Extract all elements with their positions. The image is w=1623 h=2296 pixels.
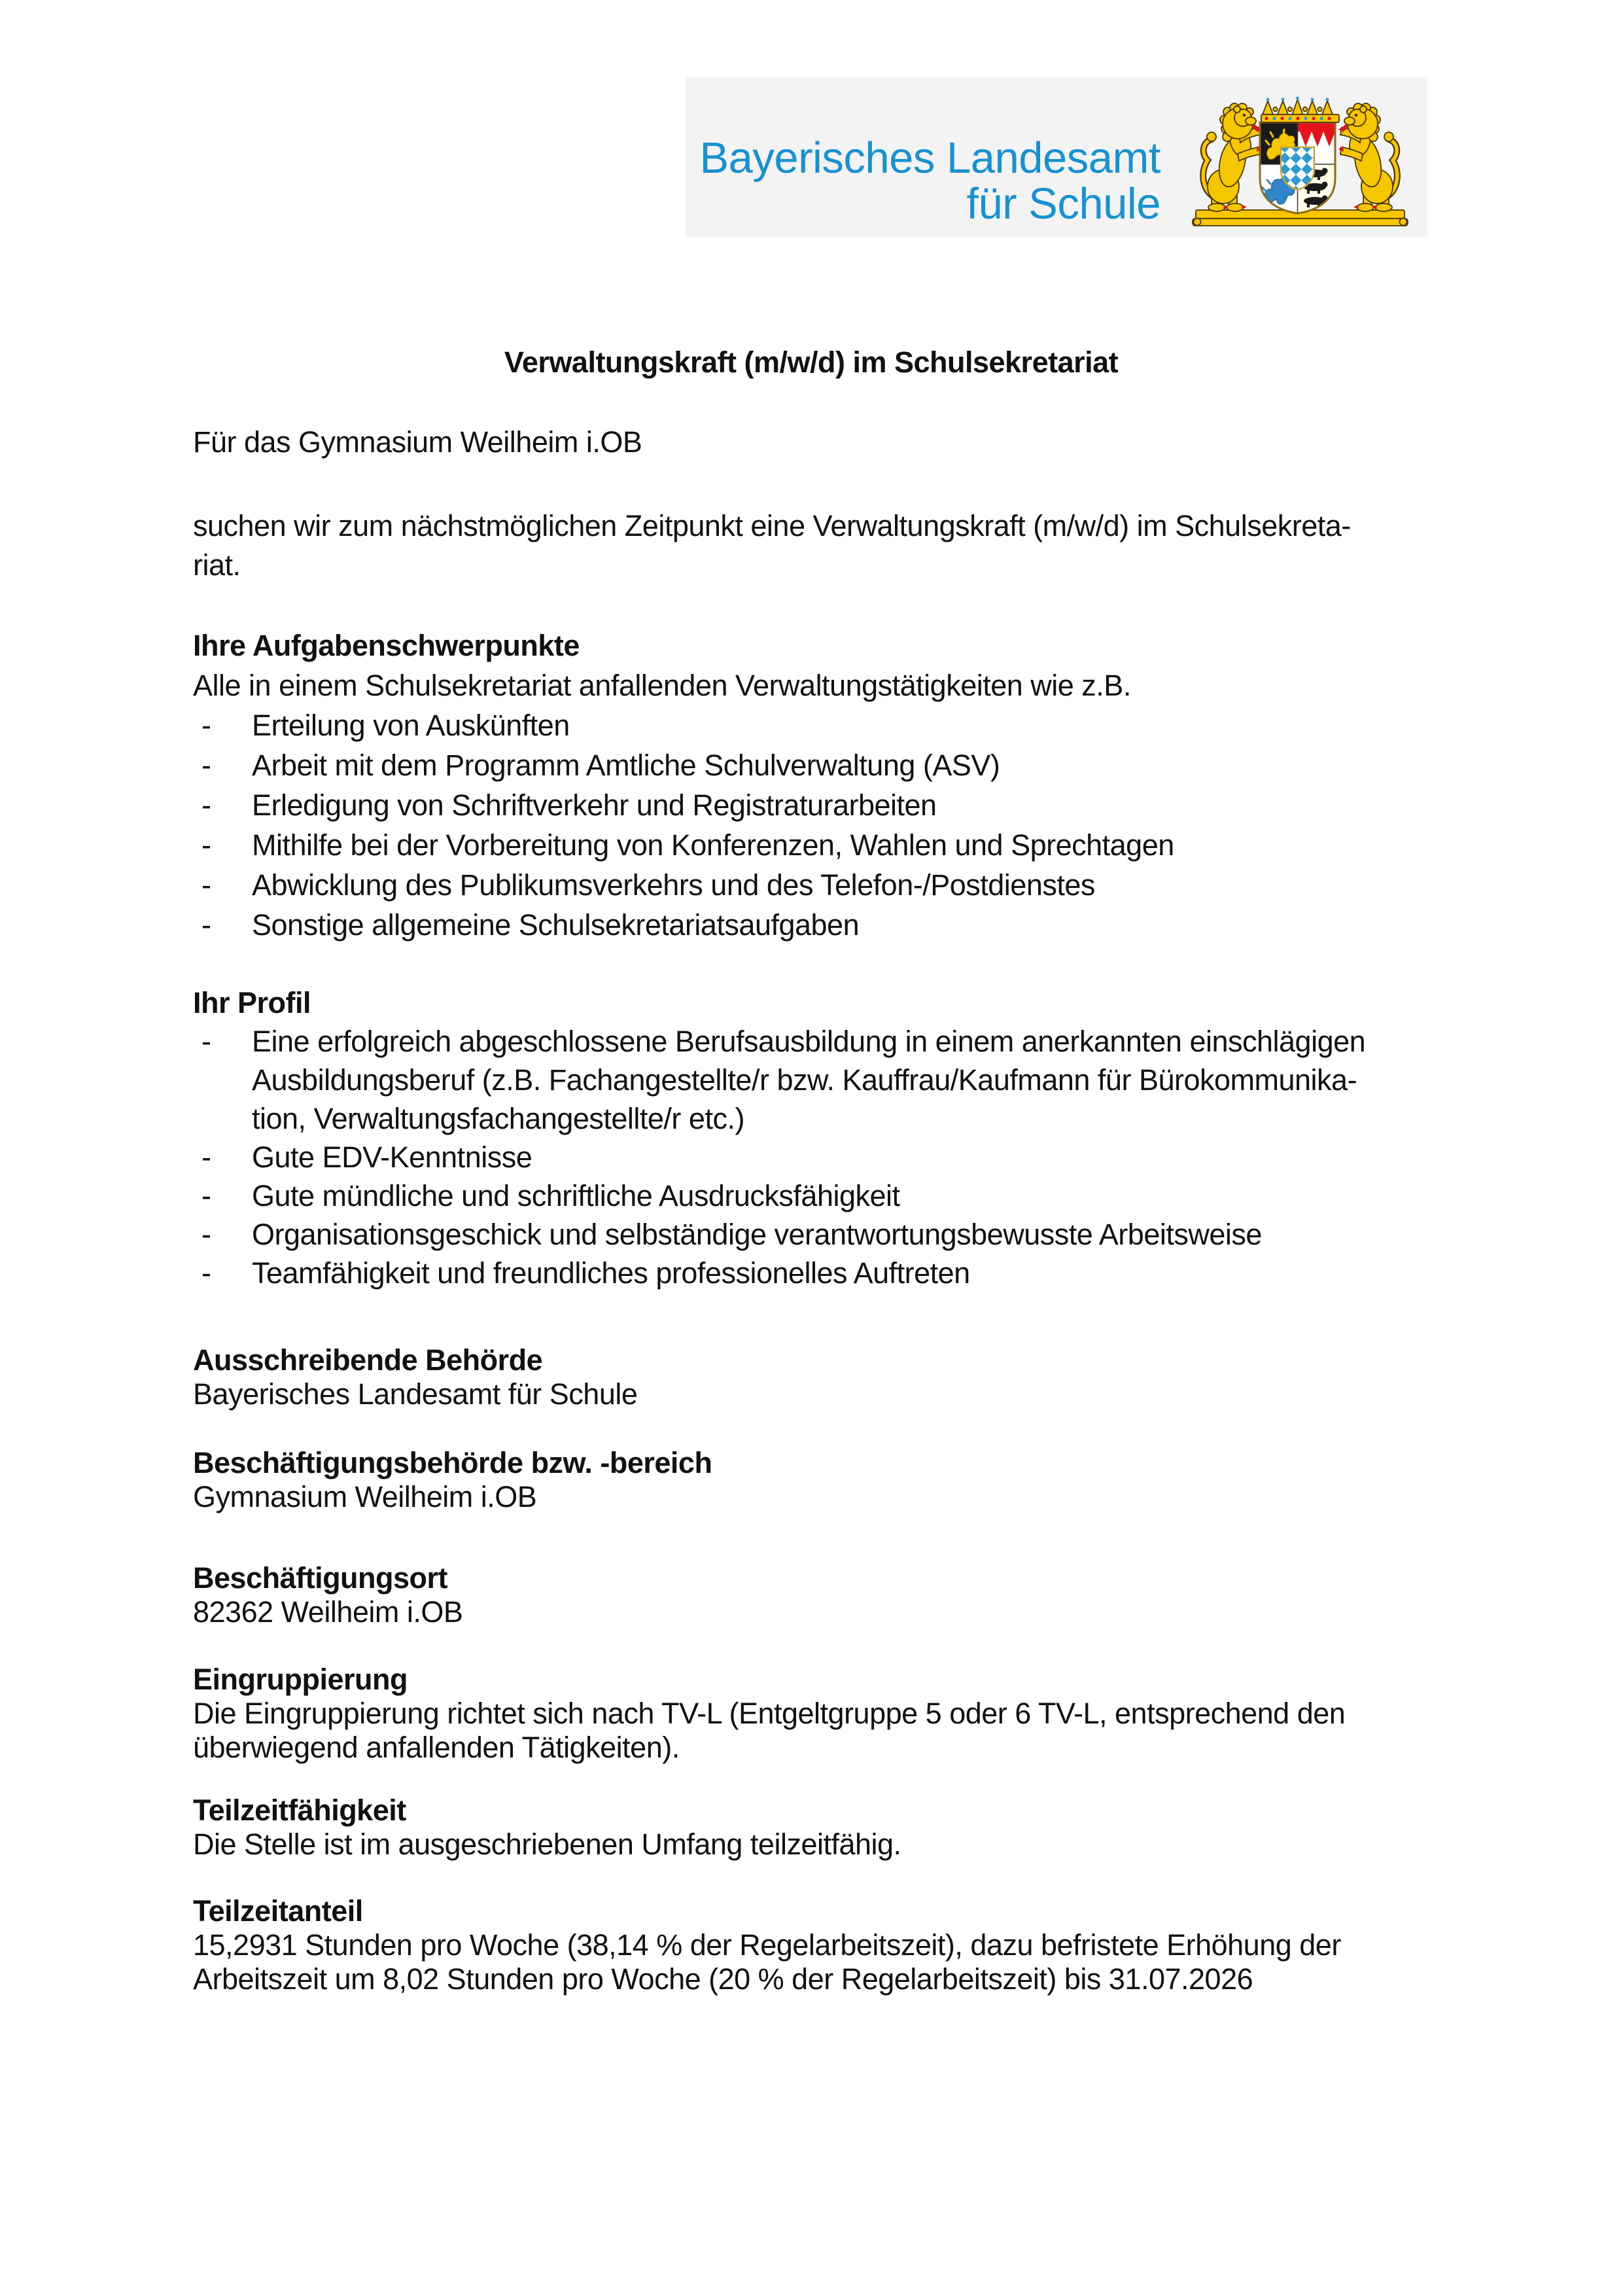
section-heading: Beschäftigungsort: [193, 1561, 448, 1595]
section-line: Gymnasium Weilheim i.OB: [193, 1480, 537, 1513]
section-heading: Beschäftigungsbehörde bzw. -bereich: [193, 1446, 712, 1479]
section-line: überwiegend anfallenden Tätigkeiten).: [193, 1731, 680, 1764]
profile-item-line: Gute EDV-Kenntnisse: [252, 1140, 532, 1174]
crest-crown: [1261, 97, 1339, 122]
profile-item: [193, 1022, 1429, 1138]
bavarian-coat-of-arms-icon: [1192, 95, 1408, 234]
logo-line1: Bayerisches Landesamt: [699, 133, 1161, 183]
bullet-dash: -: [201, 788, 211, 822]
bullet-dash: -: [201, 1140, 211, 1174]
task-item: [193, 705, 1429, 745]
section-teilzeitfaehigkeit: [193, 1793, 1429, 1862]
agency-logo-text: [699, 135, 1161, 227]
task-item: [193, 825, 1429, 865]
bullet-dash: -: [201, 828, 211, 862]
task-item-text: Erledigung von Schriftverkehr und Registraturarbeiten: [252, 788, 937, 822]
task-item-text: Arbeit mit dem Programm Amtliche Schulverwaltung (ASV): [252, 749, 1000, 782]
task-item-text: Erteilung von Auskünften: [252, 709, 570, 742]
section-heading: Ausschreibende Behörde: [193, 1343, 543, 1377]
section-heading: Eingruppierung: [193, 1663, 408, 1696]
section-eingruppierung: [193, 1663, 1429, 1765]
profile-item-line: Teamfähigkeit und freundliches professionelles Auftreten: [252, 1256, 970, 1290]
bullet-dash: -: [201, 1256, 211, 1290]
agency-logo-block: [686, 77, 1427, 237]
intro-paragraph-line: suchen wir zum nächstmöglichen Zeitpunkt eine Verwaltungskraft (m/w/d) im Schulsekreta-: [193, 509, 1351, 542]
profile-item: [193, 1176, 1429, 1215]
section-heading: Teilzeitanteil: [193, 1894, 363, 1928]
task-item: [193, 865, 1429, 905]
logo-line2: für Schule: [966, 179, 1161, 228]
section-line: 82362 Weilheim i.OB: [193, 1595, 463, 1629]
section-line: 15,2931 Stunden pro Woche (38,14 % der Regelarbeitszeit), dazu befristete Erhöhung der: [193, 1928, 1341, 1962]
tasks-section: [193, 626, 1429, 945]
profile-item-line: Gute mündliche und schriftliche Ausdrucksfähigkeit: [252, 1179, 900, 1212]
section-line: Arbeitszeit um 8,02 Stunden pro Woche (20 % der Regelarbeitszeit) bis 31.07.2026: [193, 1962, 1253, 1996]
crest-shield: [1260, 122, 1335, 213]
task-item: [193, 905, 1429, 945]
profile-item: [193, 1215, 1429, 1254]
bullet-dash: -: [201, 1218, 211, 1251]
section-ausschreibende-behoerde: [193, 1343, 1429, 1411]
tasks-heading: Ihre Aufgabenschwerpunkte: [193, 629, 580, 662]
intro-paragraph-line: riat.: [193, 548, 241, 582]
bullet-dash: -: [201, 1179, 211, 1212]
bullet-dash: -: [201, 749, 211, 782]
page-title: Verwaltungskraft (m/w/d) im Schulsekretariat: [504, 345, 1119, 379]
section-line: Die Eingruppierung richtet sich nach TV-L (Entgeltgruppe 5 oder 6 TV-L, entsprechend den: [193, 1697, 1346, 1730]
section-line: Die Stelle ist im ausgeschriebenen Umfang teilzeitfähig.: [193, 1828, 901, 1861]
tasks-intro: Alle in einem Schulsekretariat anfallenden Verwaltungstätigkeiten wie z.B.: [193, 669, 1131, 702]
bullet-dash: -: [201, 1025, 211, 1058]
task-item-text: Abwicklung des Publikumsverkehrs und des Telefon-/Postdienstes: [252, 868, 1095, 902]
bullet-dash: -: [201, 908, 211, 942]
section-teilzeitanteil: [193, 1894, 1429, 1996]
bullet-dash: -: [201, 709, 211, 742]
task-item: [193, 785, 1429, 825]
profile-item-line: tion, Verwaltungsfachangestellte/r etc.): [252, 1102, 744, 1135]
task-item-text: Mithilfe bei der Vorbereitung von Konferenzen, Wahlen und Sprechtagen: [252, 828, 1174, 862]
section-heading: Teilzeitfähigkeit: [193, 1793, 406, 1827]
intro-paragraph: [193, 506, 1429, 585]
intro-line: Für das Gymnasium Weilheim i.OB: [193, 425, 642, 459]
profile-item-line: Eine erfolgreich abgeschlossene Berufsausbildung in einem anerkannten einschlägigen: [252, 1025, 1366, 1058]
section-beschaeftigungsort: [193, 1561, 1429, 1629]
profile-item-line: Ausbildungsberuf (z.B. Fachangestellte/r bzw. Kauffrau/Kaufmann für Bürokommunika-: [252, 1063, 1357, 1097]
profile-item: [193, 1138, 1429, 1176]
profile-item-line: Organisationsgeschick und selbständige verantwortungsbewusste Arbeitsweise: [252, 1218, 1262, 1251]
profile-section: [193, 983, 1429, 1292]
section-line: Bayerisches Landesamt für Schule: [193, 1377, 638, 1411]
profile-item: [193, 1254, 1429, 1292]
bullet-dash: -: [201, 868, 211, 902]
task-item: [193, 745, 1429, 785]
task-item-text: Sonstige allgemeine Schulsekretariatsaufgaben: [252, 908, 860, 942]
profile-heading: Ihr Profil: [193, 986, 311, 1019]
section-beschaeftigungsbehoerde: [193, 1446, 1429, 1514]
